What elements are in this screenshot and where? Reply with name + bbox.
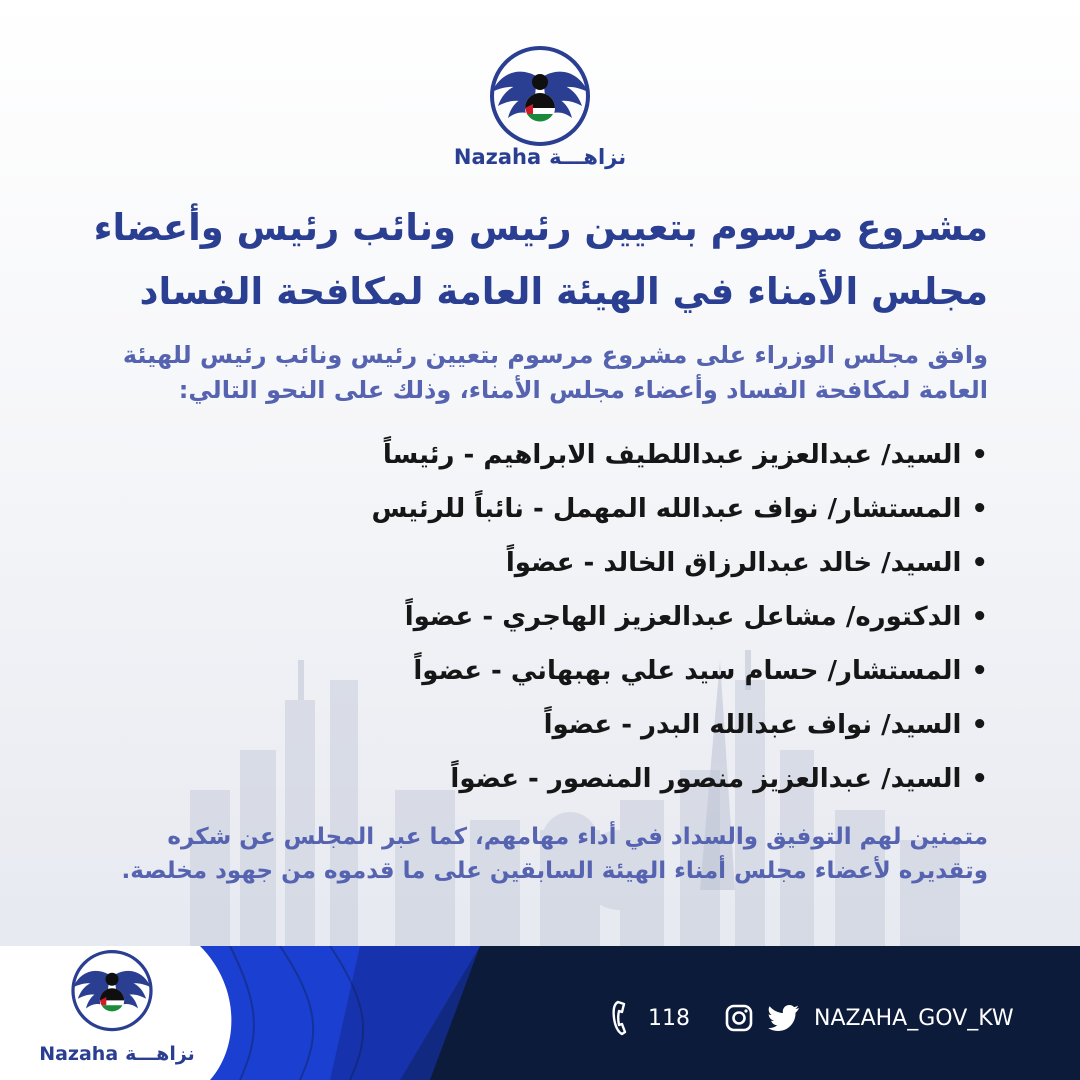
footer-brand-arabic: نزاهـــة bbox=[125, 1043, 195, 1065]
twitter-icon[interactable] bbox=[768, 1004, 800, 1032]
bullet-icon: • bbox=[971, 548, 988, 578]
member-item bbox=[88, 698, 988, 752]
bullet-icon: • bbox=[971, 440, 988, 470]
member-item bbox=[88, 644, 988, 698]
bullet-icon: • bbox=[971, 764, 988, 794]
phone-icon[interactable] bbox=[612, 1000, 634, 1036]
members-list bbox=[88, 428, 988, 806]
brand-arabic: نزاهـــة bbox=[549, 145, 627, 169]
nazaha-logo-footer bbox=[60, 950, 164, 1054]
instagram-icon[interactable] bbox=[724, 1003, 754, 1033]
phone-number[interactable]: 118 bbox=[648, 1005, 690, 1031]
bullet-icon: • bbox=[971, 656, 988, 686]
member-text: السيد/ نواف عبدالله البدر - عضواً bbox=[543, 710, 962, 740]
member-text: السيد/ عبدالعزيز عبداللطيف الابراهيم - رئيساً bbox=[382, 440, 962, 470]
page-title bbox=[88, 196, 988, 324]
closing-paragraph: متمنين لهم التوفيق والسداد في أداء مهامهم، كما عبر المجلس عن شكره وتقديره لأعضاء مجلس أمناء الهيئة السابقين على ما قدموه من جهود مخلصة. bbox=[121, 824, 988, 884]
intro-paragraph: وافق مجلس الوزراء على مشروع مرسوم بتعيين رئيس ونائب رئيس للهيئة العامة لمكافحة الفساد وأعضاء مجلس الأمناء، وذلك على النحو التالي: bbox=[122, 341, 988, 404]
title-line-2: مجلس الأمناء في الهيئة العامة لمكافحة الفساد bbox=[139, 270, 988, 313]
member-item bbox=[88, 590, 988, 644]
footer-brand-latin: Nazaha bbox=[39, 1043, 119, 1065]
member-item bbox=[88, 428, 988, 482]
member-text: السيد/ عبدالعزيز منصور المنصور - عضواً bbox=[450, 764, 962, 794]
member-item bbox=[88, 752, 988, 806]
brand-latin: Nazaha bbox=[453, 145, 542, 169]
contact-info bbox=[612, 1000, 1014, 1036]
title-line-1: مشروع مرسوم بتعيين رئيس ونائب رئيس وأعضاء bbox=[93, 206, 988, 249]
brand-wordmark bbox=[440, 145, 640, 169]
member-item bbox=[88, 536, 988, 590]
member-text: المستشار/ حسام سيد علي بهبهاني - عضواً bbox=[413, 656, 962, 686]
member-text: السيد/ خالد عبدالرزاق الخالد - عضواً bbox=[505, 548, 962, 578]
footer-brand-wordmark bbox=[22, 1043, 212, 1065]
bullet-icon: • bbox=[971, 602, 988, 632]
member-text: الدكتوره/ مشاعل عبدالعزيز الهاجري - عضواً bbox=[404, 602, 962, 632]
bullet-icon: • bbox=[971, 710, 988, 740]
member-item bbox=[88, 482, 988, 536]
bullet-icon: • bbox=[971, 494, 988, 524]
social-handle[interactable]: NAZAHA_GOV_KW bbox=[814, 1005, 1014, 1031]
member-text: المستشار/ نواف عبدالله المهمل - نائباً للرئيس bbox=[371, 494, 962, 524]
